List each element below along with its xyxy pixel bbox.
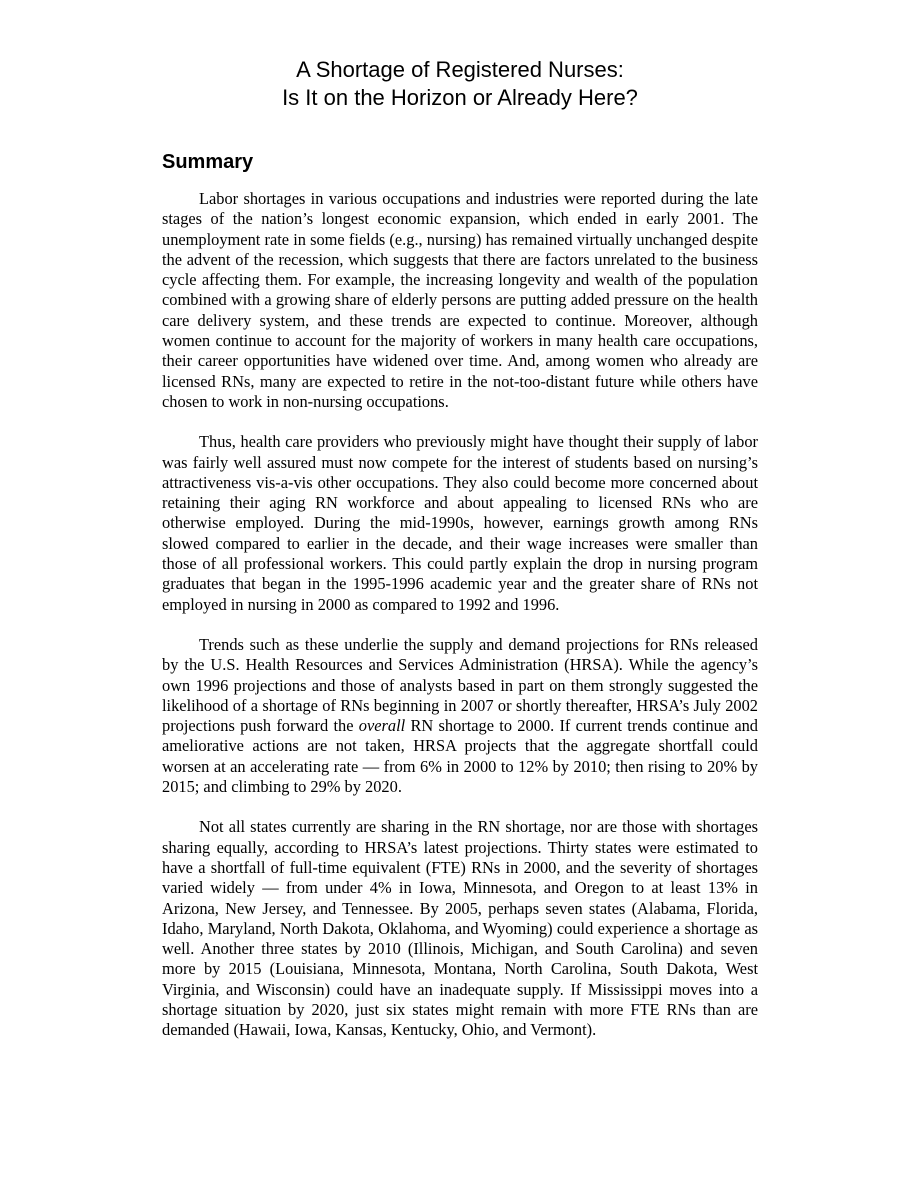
paragraph-3-emphasis: overall bbox=[358, 716, 406, 736]
paragraph-3-text-after: RN shortage to 2000. If current trends continue and ameliorative actions are not taken, HRSA projects that the aggregate shortfall could worsen at an accelerating rate — from 6% in 2000 to 12% by 2010; then rising to 20% by 2015; and climbing to 29% by 2020. bbox=[162, 716, 758, 797]
summary-body bbox=[162, 189, 758, 1041]
document-title bbox=[162, 56, 758, 112]
title-line-1: A Shortage of Registered Nurses: bbox=[296, 57, 624, 82]
summary-paragraph-2: Thus, health care providers who previously might have thought their supply of labor was fairly well assured must now compete for the interest of students based on nursing’s attractiveness vis-a-vis other occupations. They also could become more concerned about retaining their aging RN workforce and about appealing to licensed RNs who are otherwise employed. During the mid-1990s, however, earnings growth among RNs slowed compared to earlier in the decade, and their wage increases were smaller than those of all professional workers. This could partly explain the drop in nursing program graduates that began in the 1995-1996 academic year and the greater share of RNs not employed in nursing in 2000 as compared to 1992 and 1996. bbox=[162, 432, 758, 614]
paragraph-3-text-before: Trends such as these underlie the supply and demand projections for RNs released by the U.S. Health Resources and Services Administration (HRSA). While the agency’s own 1996 projections and those of analysts based in part on them strongly suggested the likelihood of a shortage of RNs beginning in 2007 or shortly thereafter, HRSA’s July 2002 projections push forward the bbox=[162, 634, 758, 736]
title-line-2: Is It on the Horizon or Already Here? bbox=[282, 85, 638, 110]
summary-paragraph-1: Labor shortages in various occupations and industries were reported during the late stages of the nation’s longest economic expansion, which ended in early 2001. The unemployment rate in some fields (e.g., nursing) has remained virtually unchanged despite the advent of the recession, which suggests that there are factors unrelated to the business cycle affecting them. For example, the increasing longevity and wealth of the population combined with a growing share of elderly persons are putting added pressure on the health care delivery system, and these trends are expected to continue. Moreover, although women continue to account for the majority of workers in many health care occupations, their career opportunities have widened over time. And, among women who already are licensed RNs, many are expected to retire in the not-too-distant future while others have chosen to work in non-nursing occupations. bbox=[162, 189, 758, 411]
document-page bbox=[162, 0, 758, 1061]
section-heading-summary: Summary bbox=[162, 151, 254, 173]
summary-paragraph-4: Not all states currently are sharing in the RN shortage, nor are those with shortages sharing equally, according to HRSA’s latest projections. Thirty states were estimated to have a shortfall of full-time equivalent (FTE) RNs in 2000, and the severity of shortages varied widely — from under 4% in Iowa, Minnesota, and Oregon to at least 13% in Arizona, New Jersey, and Tennessee. By 2005, perhaps seven states (Alabama, Florida, Idaho, Maryland, North Dakota, Oklahoma, and Wyoming) could experience a shortage as well. Another three states by 2010 (Illinois, Michigan, and South Carolina) and seven more by 2015 (Louisiana, Minnesota, Montana, North Carolina, South Dakota, West Virginia, and Wisconsin) could have an inadequate supply. If Mississippi moves into a shortage situation by 2020, just six states might remain with more FTE RNs than are demanded (Hawaii, Iowa, Kansas, Kentucky, Ohio, and Vermont). bbox=[162, 817, 758, 1040]
summary-paragraph-3 bbox=[162, 635, 758, 797]
